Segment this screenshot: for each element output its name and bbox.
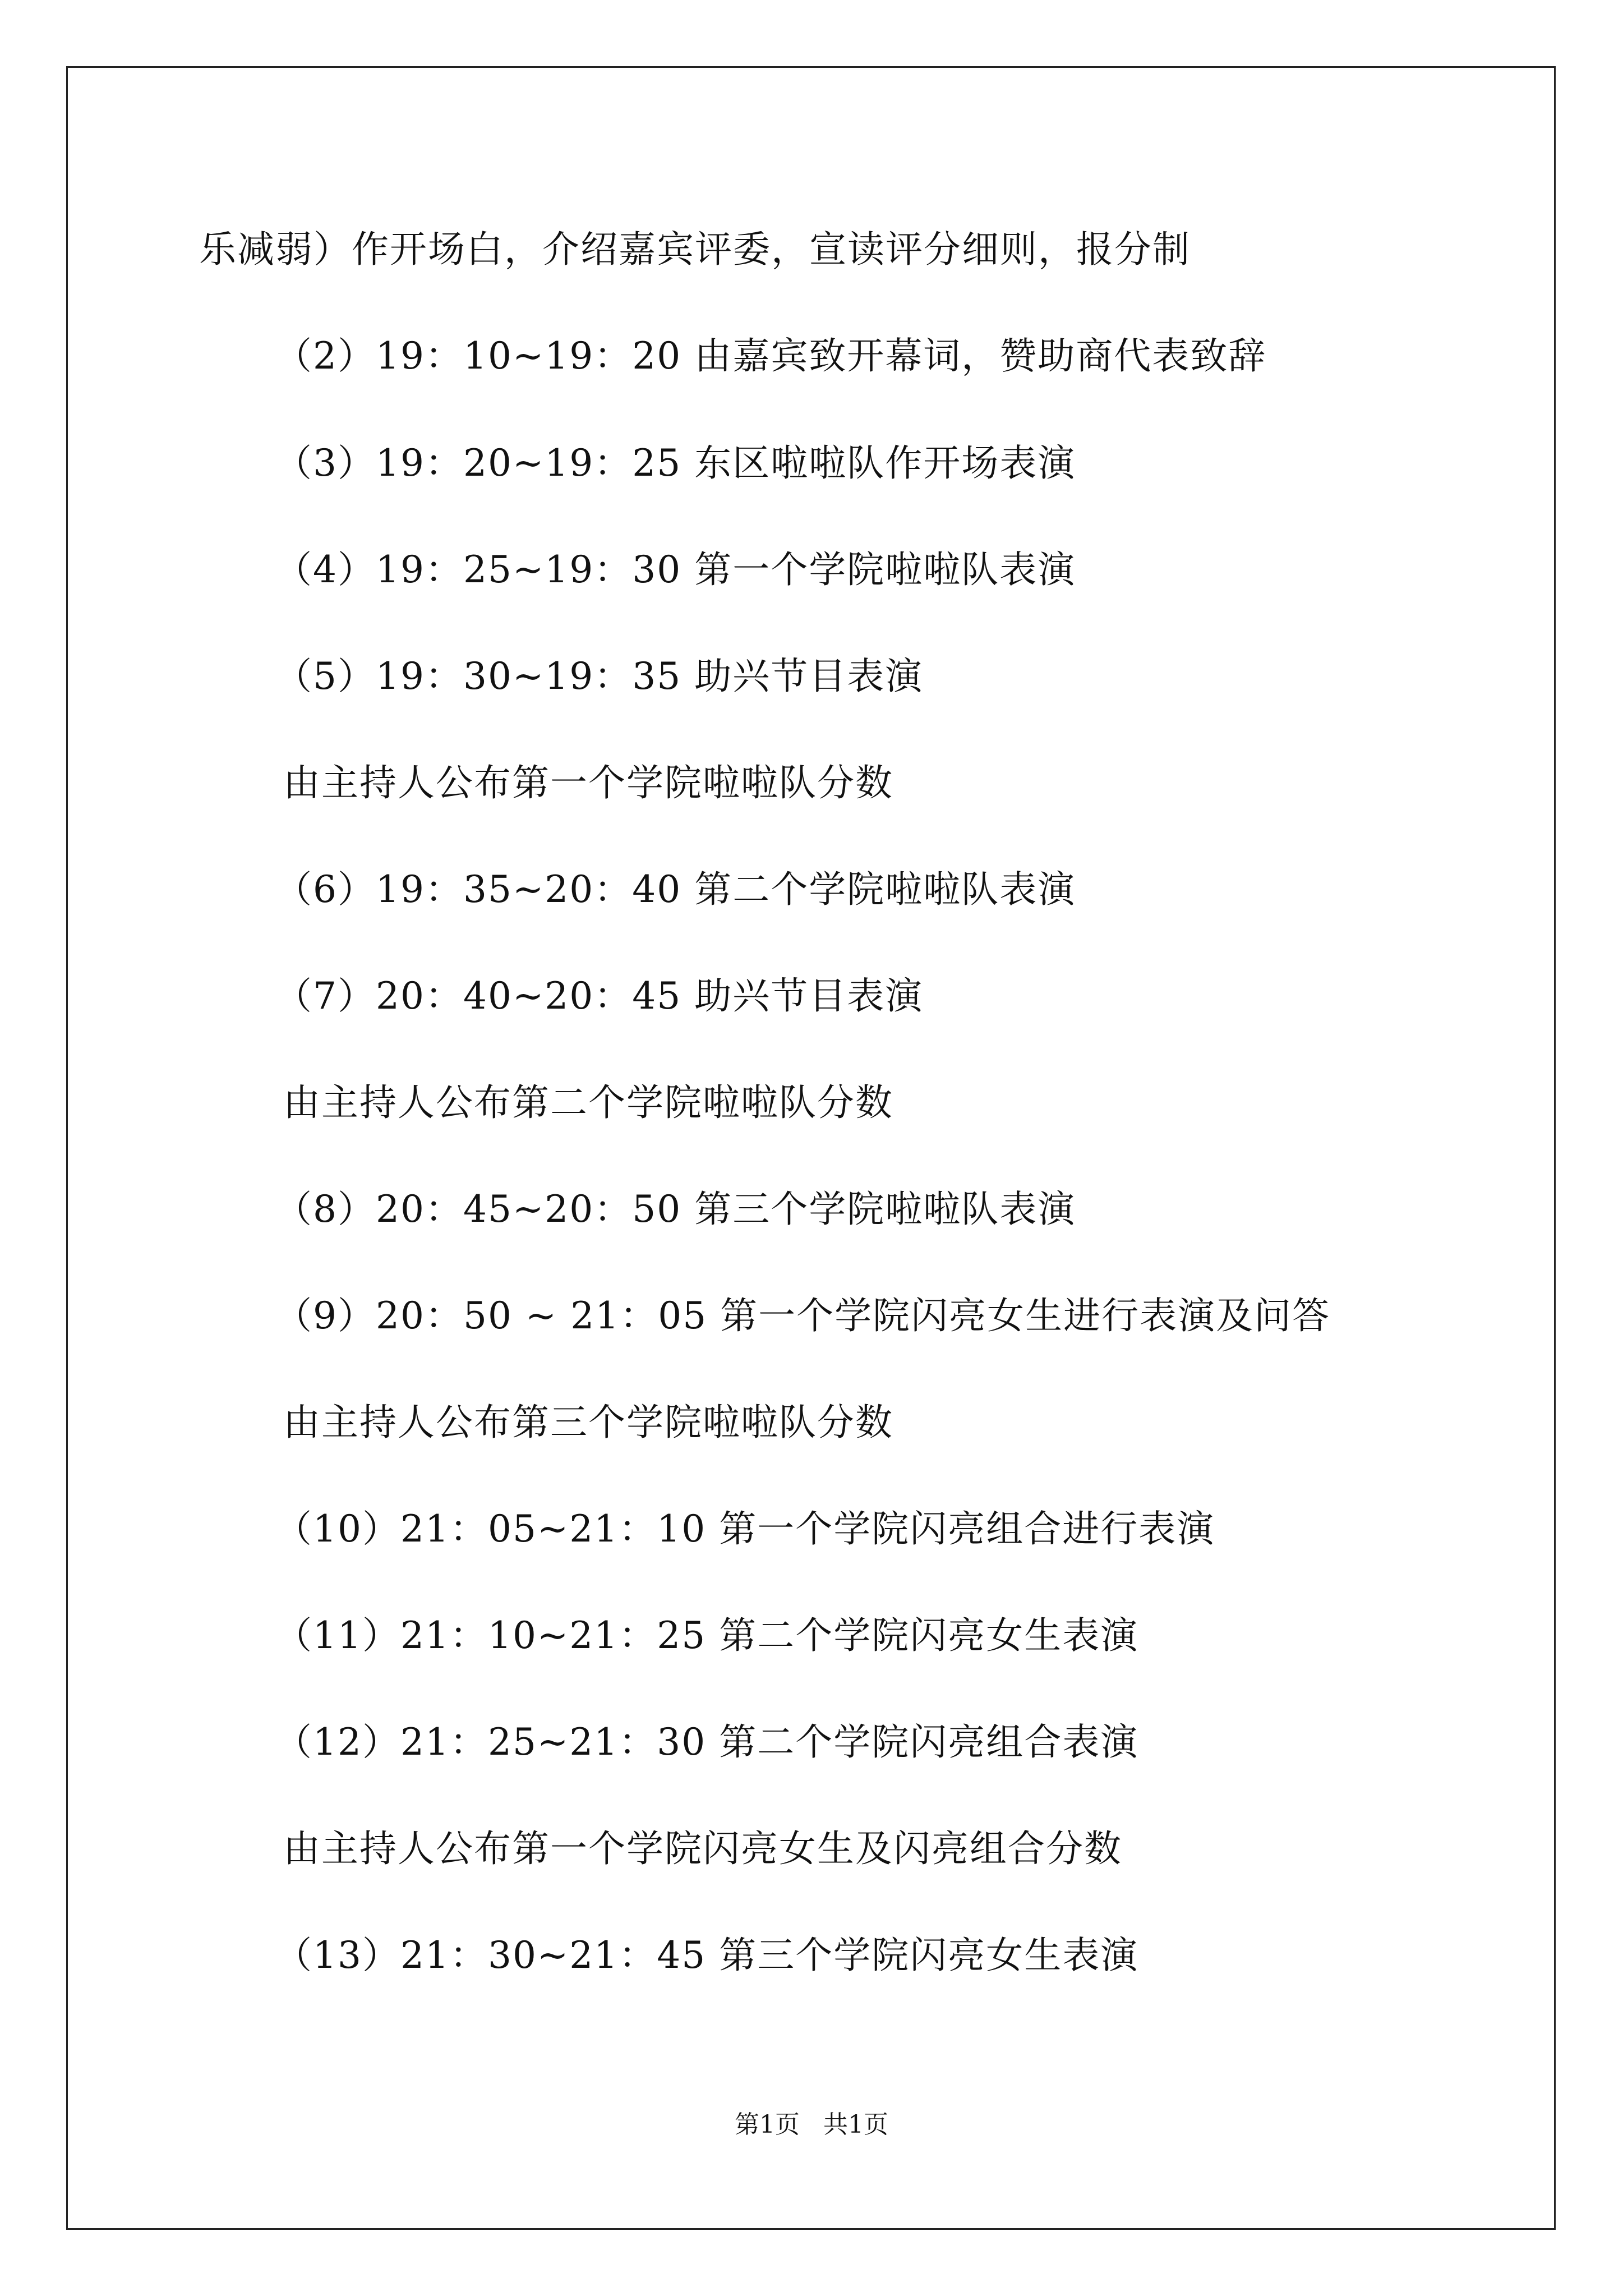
schedule-item-9: （9）20：50 ~ 21：05 第一个学院闪亮女生进行表演及问答 <box>275 1294 1331 1337</box>
page-footer: 第1页 共1页 <box>735 2110 888 2139</box>
schedule-item-11: （11）21：10~21：25 第二个学院闪亮女生表演 <box>275 1614 1139 1657</box>
score-announcement-3: 由主持人公布第三个学院啦啦队分数 <box>283 1401 893 1444</box>
score-announcement-1: 由主持人公布第一个学院啦啦队分数 <box>283 761 893 804</box>
schedule-item-12: （12）21：25~21：30 第二个学院闪亮组合表演 <box>275 1720 1139 1764</box>
text-line-continuation: 乐减弱）作开场白，介绍嘉宾评委，宣读评分细则，报分制 <box>199 228 1191 271</box>
page-border <box>66 66 1556 2230</box>
score-announcement-4: 由主持人公布第一个学院闪亮女生及闪亮组合分数 <box>283 1827 1122 1870</box>
score-announcement-2: 由主持人公布第二个学院啦啦队分数 <box>283 1081 893 1124</box>
schedule-item-5: （5）19：30~19：35 助兴节目表演 <box>275 655 924 698</box>
schedule-item-4: （4）19：25~19：30 第一个学院啦啦队表演 <box>275 548 1076 591</box>
schedule-item-10: （10）21：05~21：10 第一个学院闪亮组合进行表演 <box>275 1507 1215 1550</box>
schedule-item-8: （8）20：45~20：50 第三个学院啦啦队表演 <box>275 1188 1076 1231</box>
schedule-item-2: （2）19：10~19：20 由嘉宾致开幕词，赞助商代表致辞 <box>275 334 1267 378</box>
schedule-item-13: （13）21：30~21：45 第三个学院闪亮女生表演 <box>275 1934 1139 1977</box>
schedule-item-3: （3）19：20~19：25 东区啦啦队作开场表演 <box>275 441 1076 485</box>
schedule-item-7: （7）20：40~20：45 助兴节目表演 <box>275 974 924 1018</box>
schedule-item-6: （6）19：35~20：40 第二个学院啦啦队表演 <box>275 868 1076 911</box>
